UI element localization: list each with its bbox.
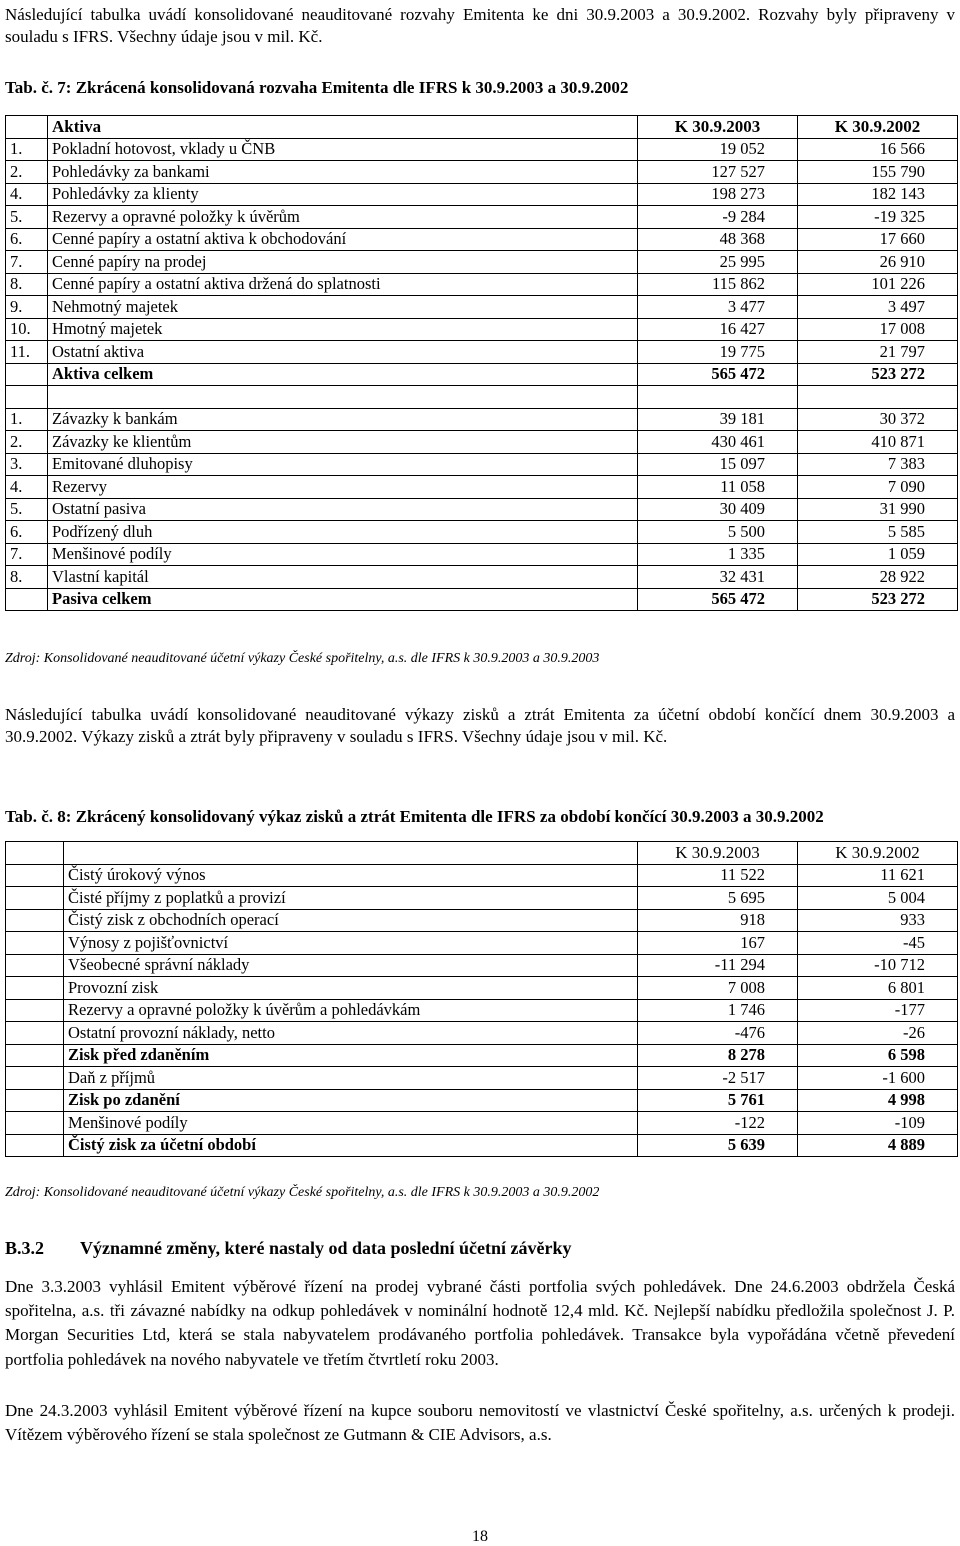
value-2002: 1 059	[798, 543, 958, 566]
row-number	[6, 386, 48, 409]
value-2002: 26 910	[798, 251, 958, 274]
value-2003: 565 472	[638, 588, 798, 611]
table-header-row	[6, 116, 958, 139]
row-number	[6, 1134, 64, 1157]
row-label: Podřízený dluh	[48, 521, 638, 544]
value-2002: 523 272	[798, 588, 958, 611]
row-number: 1.	[6, 408, 48, 431]
row-label: Zisk před zdaněním	[64, 1044, 638, 1067]
value-2003: 30 409	[638, 498, 798, 521]
value-2002: 5 585	[798, 521, 958, 544]
value-2003: 7 008	[638, 977, 798, 1000]
row-number: 6.	[6, 228, 48, 251]
row-label: Hmotný majetek	[48, 318, 638, 341]
table-row	[6, 932, 958, 955]
table-row	[6, 296, 958, 319]
row-number: 5.	[6, 498, 48, 521]
row-label: Vlastní kapitál	[48, 566, 638, 589]
table-row	[6, 566, 958, 589]
header-col-2003: K 30.9.2003	[638, 116, 798, 139]
header-blank	[6, 116, 48, 139]
row-label: Ostatní provozní náklady, netto	[64, 1022, 638, 1045]
value-2003: 32 431	[638, 566, 798, 589]
value-2003: 3 477	[638, 296, 798, 319]
value-2002: -177	[798, 999, 958, 1022]
value-2003: 127 527	[638, 161, 798, 184]
value-2002: -19 325	[798, 206, 958, 229]
table-row	[6, 341, 958, 364]
value-2002: -26	[798, 1022, 958, 1045]
row-label: Provozní zisk	[64, 977, 638, 1000]
page-number: 18	[472, 1528, 488, 1545]
row-label: Čisté příjmy z poplatků a provizí	[64, 887, 638, 910]
table-header-row	[6, 842, 958, 865]
table-row	[6, 363, 958, 386]
table-row	[6, 954, 958, 977]
intro-paragraph-balance: Následující tabulka uvádí konsolidované neauditované rozvahy Emitenta ke dni 30.9.2003 a 30.9.2002. Rozvahy byly připraveny v souladu s IFRS. Všechny údaje jsou v mil. Kč.	[5, 5, 955, 46]
table-row	[6, 521, 958, 544]
row-label: Pohledávky za bankami	[48, 161, 638, 184]
table-row	[6, 977, 958, 1000]
row-label: Zisk po zdanění	[64, 1089, 638, 1112]
table-row	[6, 588, 958, 611]
value-2003: 115 862	[638, 273, 798, 296]
table-row	[6, 386, 958, 409]
table-row	[6, 251, 958, 274]
value-2003: 565 472	[638, 363, 798, 386]
row-number: 7.	[6, 251, 48, 274]
value-2002: 5 004	[798, 887, 958, 910]
value-2002: 30 372	[798, 408, 958, 431]
row-label	[48, 386, 638, 409]
row-label: Rezervy a opravné položky k úvěrům	[48, 206, 638, 229]
row-number: 11.	[6, 341, 48, 364]
row-number	[6, 1022, 64, 1045]
value-2003: 167	[638, 932, 798, 955]
value-2003: 11 058	[638, 476, 798, 499]
value-2002: 182 143	[798, 183, 958, 206]
table-row	[6, 183, 958, 206]
row-number	[6, 954, 64, 977]
value-2002: 3 497	[798, 296, 958, 319]
value-2002: -45	[798, 932, 958, 955]
row-number	[6, 1067, 64, 1090]
section-title: Významné změny, které nastaly od data poslední účetní závěrky	[80, 1238, 572, 1258]
value-2003: 5 639	[638, 1134, 798, 1157]
value-2003: 11 522	[638, 864, 798, 887]
value-2003: 1 335	[638, 543, 798, 566]
income-statement-table	[5, 841, 958, 1157]
header-col-2002: K 30.9.2002	[798, 842, 958, 865]
row-number: 1.	[6, 138, 48, 161]
value-2003: 48 368	[638, 228, 798, 251]
row-label: Rezervy	[48, 476, 638, 499]
row-label: Menšinové podíly	[48, 543, 638, 566]
value-2002: 4 998	[798, 1089, 958, 1112]
row-number	[6, 977, 64, 1000]
value-2003: 25 995	[638, 251, 798, 274]
table2-caption: Tab. č. 8: Zkrácený konsolidovaný výkaz zisků a ztrát Emitenta dle IFRS za období končící 30.9.2003 a 30.9.2002	[5, 807, 824, 826]
value-2002: 155 790	[798, 161, 958, 184]
value-2002: 28 922	[798, 566, 958, 589]
row-number: 6.	[6, 521, 48, 544]
value-2003: 430 461	[638, 431, 798, 454]
value-2002	[798, 386, 958, 409]
value-2003: 16 427	[638, 318, 798, 341]
value-2003: -9 284	[638, 206, 798, 229]
row-label: Aktiva celkem	[48, 363, 638, 386]
value-2002: 31 990	[798, 498, 958, 521]
value-2002: 17 008	[798, 318, 958, 341]
row-number: 8.	[6, 273, 48, 296]
value-2003: 5 695	[638, 887, 798, 910]
value-2003: 19 052	[638, 138, 798, 161]
value-2002: 21 797	[798, 341, 958, 364]
row-label: Závazky ke klientům	[48, 431, 638, 454]
table-row	[6, 909, 958, 932]
table-row	[6, 431, 958, 454]
table1-caption: Tab. č. 7: Zkrácená konsolidovaná rozvaha Emitenta dle IFRS k 30.9.2003 a 30.9.2002	[5, 78, 629, 97]
table-row	[6, 1067, 958, 1090]
table-row	[6, 161, 958, 184]
row-label: Závazky k bankám	[48, 408, 638, 431]
table-row	[6, 318, 958, 341]
table-row	[6, 138, 958, 161]
table-row	[6, 453, 958, 476]
header-blank	[6, 842, 64, 865]
table-row	[6, 206, 958, 229]
value-2002: 410 871	[798, 431, 958, 454]
row-label: Čistý úrokový výnos	[64, 864, 638, 887]
row-label: Daň z příjmů	[64, 1067, 638, 1090]
value-2003: 15 097	[638, 453, 798, 476]
value-2002: 4 889	[798, 1134, 958, 1157]
table-row	[6, 476, 958, 499]
value-2003	[638, 386, 798, 409]
row-label: Nehmotný majetek	[48, 296, 638, 319]
row-label: Cenné papíry na prodej	[48, 251, 638, 274]
table-row	[6, 1022, 958, 1045]
row-number	[6, 1044, 64, 1067]
row-number: 2.	[6, 431, 48, 454]
row-number: 3.	[6, 453, 48, 476]
paragraph-receivables-sale: Dne 3.3.2003 vyhlásil Emitent výběrové řízení na prodej vybrané části portfolia svých pohledávek. Dne 24.6.2003 obdržela Česká spořitelna, a.s. tři závazné nabídky na odkup pohledávek v nominální hodnotě 12,4 mld. Kč. Nejlepší nabídku předložila společnost J. P. Morgan Securities Ltd, která se stala nabyvatelem prodávaného portfolia pohledávek. Transakce byla vypořádána včetně převedení portfolia pohledávek na nového nabyvatele ve třetím čtvrtletí roku 2003.	[5, 1277, 955, 1369]
row-label: Pokladní hotovost, vklady u ČNB	[48, 138, 638, 161]
row-number	[6, 864, 64, 887]
value-2002: 16 566	[798, 138, 958, 161]
value-2002: 7 090	[798, 476, 958, 499]
table-row	[6, 864, 958, 887]
value-2002: 101 226	[798, 273, 958, 296]
value-2003: -2 517	[638, 1067, 798, 1090]
value-2003: -122	[638, 1112, 798, 1135]
row-number: 9.	[6, 296, 48, 319]
row-number	[6, 932, 64, 955]
row-number	[6, 1112, 64, 1135]
value-2002: 6 801	[798, 977, 958, 1000]
value-2003: 918	[638, 909, 798, 932]
row-label: Cenné papíry a ostatní aktiva k obchodování	[48, 228, 638, 251]
row-number: 4.	[6, 476, 48, 499]
table-row	[6, 543, 958, 566]
row-label: Výnosy z pojišťovnictví	[64, 932, 638, 955]
value-2003: 39 181	[638, 408, 798, 431]
paragraph-property-sale: Dne 24.3.2003 vyhlásil Emitent výběrové řízení na kupce souboru nemovitostí ve vlastnictví České spořitelny, a.s. určených k prodeji. Vítězem výběrového řízení se stala společnost ze Gutmann & CIE Advisors, a.s.	[5, 1401, 955, 1445]
value-2002: 523 272	[798, 363, 958, 386]
row-number	[6, 887, 64, 910]
table-row	[6, 1044, 958, 1067]
row-number: 7.	[6, 543, 48, 566]
row-number	[6, 363, 48, 386]
value-2003: 5 761	[638, 1089, 798, 1112]
value-2003: 198 273	[638, 183, 798, 206]
row-number: 5.	[6, 206, 48, 229]
value-2003: -476	[638, 1022, 798, 1045]
value-2002: -10 712	[798, 954, 958, 977]
value-2003: 1 746	[638, 999, 798, 1022]
value-2002: 6 598	[798, 1044, 958, 1067]
value-2002: 17 660	[798, 228, 958, 251]
value-2003: -11 294	[638, 954, 798, 977]
table-row	[6, 228, 958, 251]
row-number: 4.	[6, 183, 48, 206]
table-row	[6, 1089, 958, 1112]
row-label: Ostatní aktiva	[48, 341, 638, 364]
intro-paragraph-income: Následující tabulka uvádí konsolidované neauditované výkazy zisků a ztrát Emitenta za účetní období končící dnem 30.9.2003 a 30.9.2002. Výkazy zisků a ztrát byly připraveny v souladu s IFRS. Všechny údaje jsou v mil. Kč.	[5, 705, 955, 746]
section-number: B.3.2	[5, 1238, 45, 1258]
row-label: Pasiva celkem	[48, 588, 638, 611]
row-number	[6, 909, 64, 932]
header-blank	[64, 842, 638, 865]
row-number	[6, 1089, 64, 1112]
value-2002: 7 383	[798, 453, 958, 476]
table-row	[6, 1134, 958, 1157]
value-2003: 5 500	[638, 521, 798, 544]
row-label: Všeobecné správní náklady	[64, 954, 638, 977]
value-2002: -109	[798, 1112, 958, 1135]
header-col-2002: K 30.9.2002	[798, 116, 958, 139]
table-row	[6, 999, 958, 1022]
row-label: Rezervy a opravné položky k úvěrům a pohledávkám	[64, 999, 638, 1022]
header-col-2003: K 30.9.2003	[638, 842, 798, 865]
row-label: Ostatní pasiva	[48, 498, 638, 521]
table-row	[6, 887, 958, 910]
row-label: Pohledávky za klienty	[48, 183, 638, 206]
row-label: Menšinové podíly	[64, 1112, 638, 1135]
row-label: Emitované dluhopisy	[48, 453, 638, 476]
value-2002: -1 600	[798, 1067, 958, 1090]
row-number	[6, 999, 64, 1022]
table2-source: Zdroj: Konsolidované neauditované účetní výkazy České spořitelny, a.s. dle IFRS k 30.9.2003 a 30.9.2002	[5, 1185, 600, 1200]
header-aktiva: Aktiva	[48, 116, 638, 139]
row-number	[6, 588, 48, 611]
value-2002: 933	[798, 909, 958, 932]
table-row	[6, 1112, 958, 1135]
row-number: 2.	[6, 161, 48, 184]
value-2003: 19 775	[638, 341, 798, 364]
row-label: Čistý zisk z obchodních operací	[64, 909, 638, 932]
row-number: 8.	[6, 566, 48, 589]
table-row	[6, 498, 958, 521]
table1-source: Zdroj: Konsolidované neauditované účetní výkazy České spořitelny, a.s. dle IFRS k 30.9.2003 a 30.9.2003	[5, 651, 600, 666]
table-row	[6, 273, 958, 296]
row-label: Cenné papíry a ostatní aktiva držená do splatnosti	[48, 273, 638, 296]
value-2002: 11 621	[798, 864, 958, 887]
value-2003: 8 278	[638, 1044, 798, 1067]
table-row	[6, 408, 958, 431]
balance-sheet-table	[5, 115, 958, 611]
row-label: Čistý zisk za účetní období	[64, 1134, 638, 1157]
row-number: 10.	[6, 318, 48, 341]
